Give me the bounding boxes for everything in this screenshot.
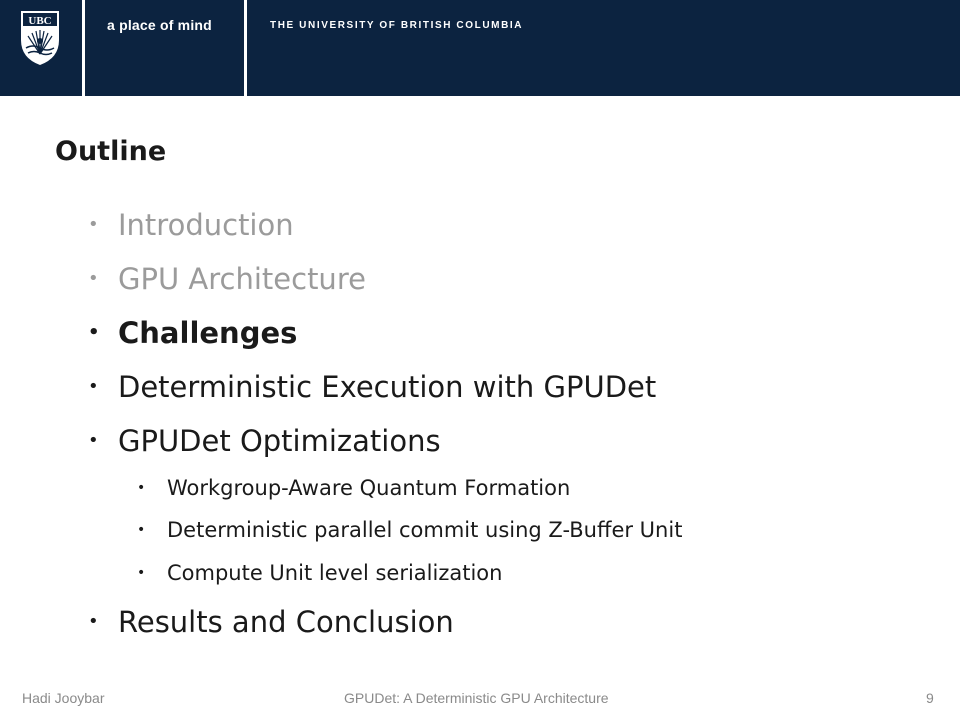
page-number: 9 (926, 690, 934, 706)
bullet-text: Results and Conclusion (118, 605, 454, 639)
bullet-text: Workgroup-Aware Quantum Formation (167, 476, 571, 500)
bullet-dot: • (137, 480, 146, 496)
tagline: a place of mind (107, 17, 212, 33)
bullet-dot: • (88, 376, 99, 397)
footer-author: Hadi Jooybar (22, 690, 105, 706)
bullet-dot: • (88, 611, 99, 632)
bullet-dot: • (88, 268, 99, 289)
logo-text: UBC (28, 15, 52, 27)
bullet-dot: • (88, 430, 99, 451)
bullet-dot: • (137, 522, 146, 538)
university-name: THE UNIVERSITY OF BRITISH COLUMBIA (270, 20, 524, 31)
bullet-text: Deterministic Execution with GPUDet (118, 370, 657, 404)
bullet-dot: • (88, 214, 99, 235)
bullet-text: Introduction (118, 208, 294, 242)
bullet-text: GPU Architecture (118, 262, 366, 296)
bullet-text: Compute Unit level serialization (167, 561, 503, 585)
bullet-text: Challenges (118, 316, 298, 350)
bullet-text: GPUDet Optimizations (118, 424, 441, 458)
bullet-text: Deterministic parallel commit using Z-Buffer Unit (167, 518, 683, 542)
bullet-dot: • (137, 565, 146, 581)
bullet-dot: • (88, 322, 100, 343)
footer-title: GPUDet: A Deterministic GPU Architecture (344, 690, 609, 706)
slide-title: Outline (55, 136, 167, 167)
